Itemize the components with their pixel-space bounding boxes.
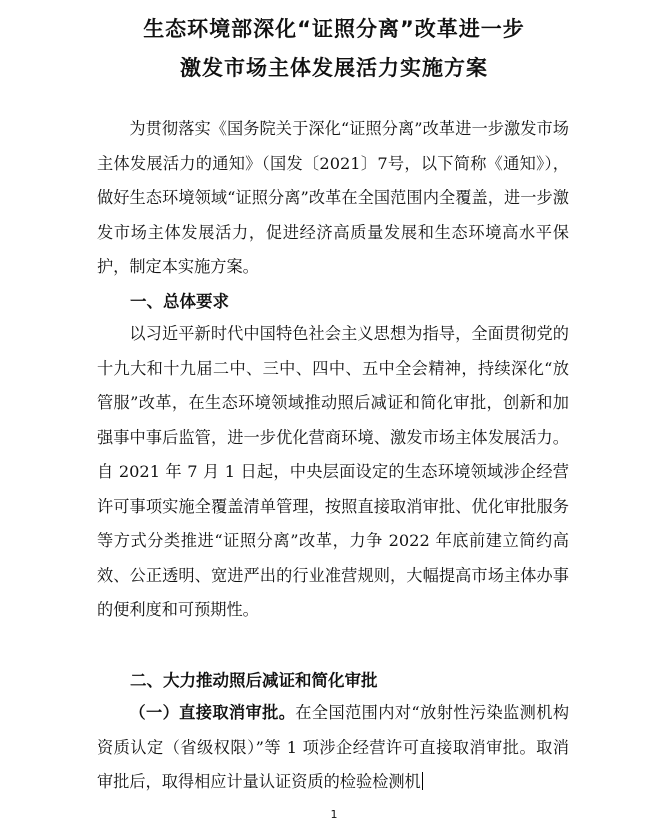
- text-cursor: [422, 772, 423, 790]
- document-title-line-1: 生态环境部深化“证照分离”改革进一步: [143, 17, 525, 41]
- section-1-paragraph: 以习近平新时代中国特色社会主义思想为指导，全面贯彻党的十九大和十九届二中、三中、四中、五中全会精神，持续深化“放管服”改革，在生态环境领域推动照后减证和简化审批，创新和加强事中事后监管，进一步优化营商环境、激发市场主体发展活力。自 2021 年 7 月 1 日起，中央层面设定的生态环境领域涉企经营许可事项实施全覆盖清单管理，按照直接取消审批、优化审批服务等方式分类推进“证照分离”改革，力争 2022 年底前建立简约高效、公正透明、宽进严出的行业准营规则，大幅提高市场主体办事的便利度和可预期性。: [97, 324, 569, 619]
- subsection-1-paragraph: [97, 696, 569, 800]
- subsection-1-label: （一）直接取消审批。: [129, 703, 296, 722]
- section-2-heading: 二、大力推动照后减证和简化审批: [130, 671, 378, 690]
- section-1-heading: 一、总体要求: [130, 292, 229, 311]
- document-title-line-2: 激发市场主体发展活力实施方案: [180, 56, 488, 80]
- subsection-1-body: 在全国范围内对“放射性污染监测机构资质认定（省级权限）”等 1 项涉企经营许可直接取消审批。取消审批后，取得相应计量认证资质的检验检测机: [97, 703, 570, 791]
- page-number: 1: [330, 808, 338, 821]
- intro-paragraph: 为贯彻落实《国务院关于深化“证照分离”改革进一步激发市场主体发展活力的通知》（国发〔2021〕7号，以下简称《通知》），做好生态环境领域“证照分离”改革在全国范围内全覆盖，进一步激发市场主体发展活力，促进经济高质量发展和生态环境高水平保护，制定本实施方案。: [97, 119, 569, 276]
